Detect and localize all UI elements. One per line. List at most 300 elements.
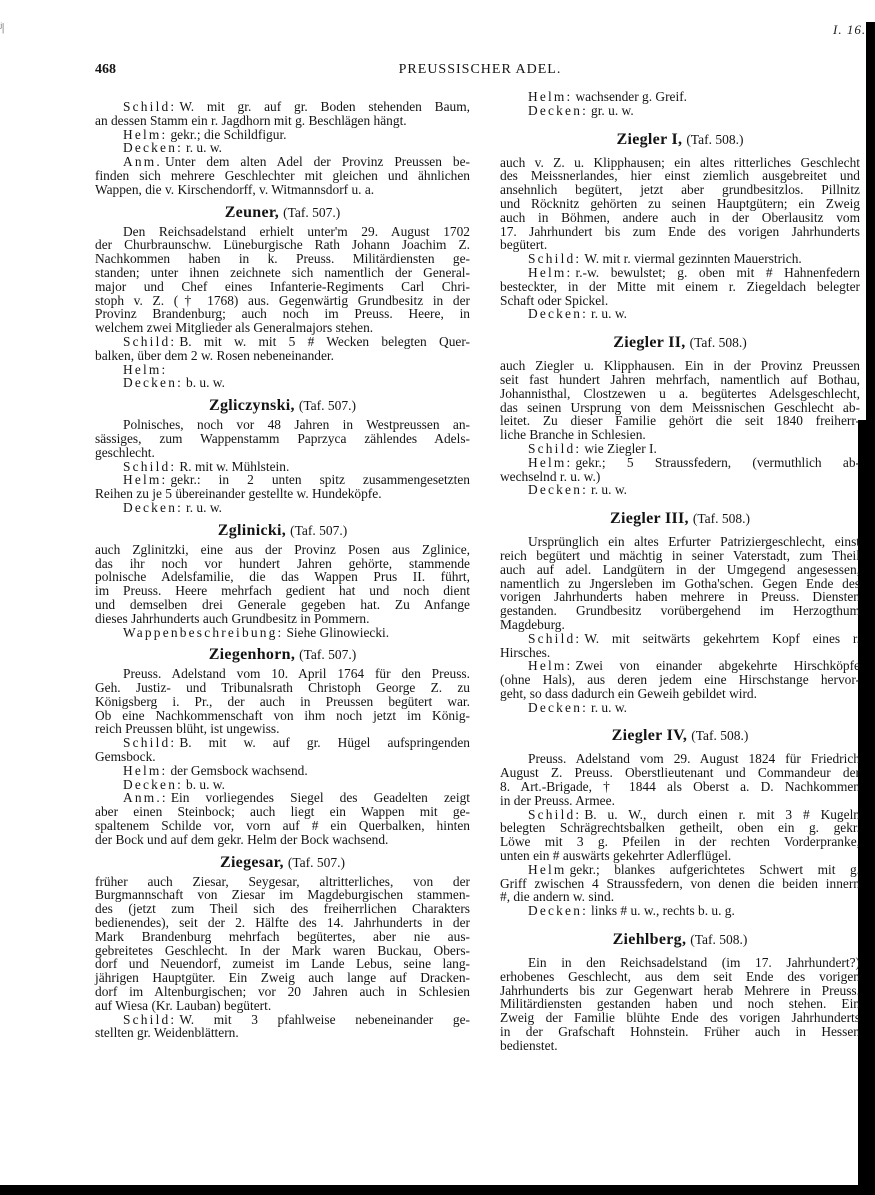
text-line: [500, 780, 860, 794]
text-line: [500, 252, 860, 266]
line-text: geht, so dass dadurch ein Geweih gebildet wird.: [500, 685, 757, 701]
field-label: Decken:: [123, 375, 184, 391]
line-text: B. mit w. auf gr. Hügel aufspringenden: [179, 735, 470, 751]
line-text: Königsberg i. Pr., der auch in Preussen begütert war.: [95, 693, 470, 709]
line-text: Burgmannschaft von Ziesar im Magdeburgischen stammen-: [95, 887, 470, 903]
text-line: [500, 590, 860, 604]
entry-heading: [95, 521, 470, 541]
plate-reference: (Taf. 507.): [287, 854, 346, 870]
line-text: polnische Adelsfamilie, die das Wappen Prus II. führt,: [95, 569, 470, 585]
text-line: [500, 197, 860, 211]
line-text: Hirsches.: [500, 644, 551, 660]
text-line: [500, 238, 860, 252]
line-text: auch Zglinitzki, eine aus der Provinz Posen aus Zglinice,: [95, 541, 470, 557]
text-line: [500, 766, 860, 780]
right-column: [500, 90, 860, 1053]
line-text: reich begütert und mächtig in seiner Vaterstadt, zum Theil: [500, 547, 860, 563]
line-text: Ein vorliegendes Siegel des Geadelten zeigt: [170, 790, 470, 806]
text-line: [500, 470, 860, 484]
text-line: [95, 363, 470, 377]
paragraph: [500, 632, 860, 660]
line-text: wechselnd r. u. w.): [500, 468, 601, 484]
text-line: [95, 791, 470, 805]
line-text: Geh. Justiz- und Tribunalsrath Christoph George Z. zu: [95, 680, 470, 696]
field-label: Schild:: [528, 251, 582, 267]
text-line: [500, 997, 860, 1011]
line-text: R. mit w. Mühlstein.: [179, 458, 290, 474]
entry-name: Ziegler IV,: [611, 727, 688, 745]
line-text: jährigen Hauptgüter. Ein Zweig auch lange auf Dracken-: [95, 970, 470, 986]
field-label: Helm:: [528, 264, 573, 280]
text-line: [500, 225, 860, 239]
paragraph: [500, 956, 860, 1053]
entry-heading: [95, 853, 470, 873]
paragraph: [500, 156, 860, 253]
paragraph: [500, 456, 860, 484]
text-line: [95, 819, 470, 833]
text-line: [500, 401, 860, 415]
line-text: der Gemsbock wachsend.: [170, 762, 308, 778]
line-text: Ursprünglich ein altes Erfurter Patriziergeschlecht, einst: [528, 534, 860, 550]
line-text: dieses Jahrhunderts auch Grundbesitz in Pommern.: [95, 610, 370, 626]
paragraph: [500, 104, 860, 118]
line-text: aber einen Steinbock; auch liegt ein Wappen mit ge-: [95, 804, 470, 820]
text-line: [95, 902, 470, 916]
text-line: [500, 904, 860, 918]
paragraph: [500, 659, 860, 700]
line-text: Den Reichsadelstand erhielt unter'm 29. August 1702: [123, 223, 470, 239]
line-text: bedienstet.: [500, 1037, 558, 1053]
text-line: [95, 543, 470, 557]
text-line: [95, 681, 470, 695]
text-line: [500, 646, 860, 660]
text-line: [95, 266, 470, 280]
line-text: major und Chef eines Infanterie-Regiments Carl Chri-: [95, 278, 470, 294]
text-line: [500, 483, 860, 497]
field-label: Decken:: [528, 482, 589, 498]
field-label: Schild:: [123, 333, 177, 349]
text-line: [500, 280, 860, 294]
field-label: Helm:: [528, 658, 573, 674]
field-label: Wappenbeschreibung:: [123, 624, 284, 640]
line-text: bedienendes), seit der 2. Hälfte des 14. Jahrhunderts in der: [95, 915, 470, 931]
line-text: 17. Jahrhundert bis zum Ende des vorigen Jahrhunderts: [500, 223, 860, 239]
text-line: [95, 321, 470, 335]
line-text: der Churbraunschw. Lüneburgische Rath Johann Joachim Z.: [95, 237, 470, 253]
paragraph: [500, 266, 860, 307]
plate-reference: (Taf. 508.): [692, 511, 751, 527]
text-line: [500, 307, 860, 321]
paragraph: [500, 442, 860, 456]
paragraph: [95, 736, 470, 764]
line-text: das seinen Ursprung von dem Meissnischen Geschlecht ab-: [500, 399, 860, 415]
line-text: gestanden. Grundbesitz vorübergehend im Herzogthum: [500, 603, 860, 619]
entry-name: Ziegler II,: [613, 334, 686, 352]
paragraph: [95, 141, 470, 155]
line-text: belegten Schrägrechtsbalken getheilt, oben ein g. gekr.: [500, 820, 860, 836]
line-text: B. mit w. mit 5 # Wecken belegten Quer-: [179, 333, 470, 349]
running-head: PREUSSISCHER ADEL.: [398, 62, 562, 77]
paragraph: [95, 155, 470, 196]
text-line: [500, 673, 860, 687]
text-line: [95, 252, 470, 266]
paragraph: [500, 90, 860, 104]
text-line: [95, 294, 470, 308]
text-line: [95, 432, 470, 446]
line-text: an dessen Stamm ein r. Jagdhorn mit g. Beschlägen hängt.: [95, 112, 407, 128]
entry-heading: [500, 726, 860, 746]
line-text: auch auf adel. Landgütern in der Umgegend angesessen,: [500, 561, 860, 577]
text-line: [95, 999, 470, 1013]
paragraph: [95, 1013, 470, 1041]
text-line: [500, 183, 860, 197]
line-text: auf Wiesa (Kr. Lauban) begütert.: [95, 997, 272, 1013]
line-text: auch in Böhmen, andere auch in der Oberlausitz vom: [500, 209, 860, 225]
text-line: [95, 626, 470, 640]
paragraph: [500, 535, 860, 632]
paragraph: [95, 418, 470, 459]
text-line: [500, 359, 860, 373]
text-line: [500, 659, 860, 673]
text-line: [95, 750, 470, 764]
text-line: [95, 1013, 470, 1027]
text-line: [95, 114, 470, 128]
line-text: und demselben drei Generale gegeben hat. Zu Anfange: [95, 596, 470, 612]
paragraph: [500, 483, 860, 497]
text-line: [500, 618, 860, 632]
paragraph: [95, 100, 470, 128]
line-text: finden sich mehrere Geschlechter mit gleichen und ähnlichen: [95, 167, 470, 183]
text-line: [500, 373, 860, 387]
field-label: Decken:: [123, 776, 184, 792]
field-label: Helm: [528, 861, 567, 877]
line-text: r. u. w.: [591, 699, 627, 715]
line-text: B. u. W., durch einen r. mit 3 # Kugeln: [584, 806, 860, 822]
line-text: W. mit gr. auf gr. Boden stehenden Baum,: [179, 99, 470, 114]
text-line: [500, 687, 860, 701]
line-text: gekr.: in 2 unten spitz zusammengesetzten: [170, 472, 470, 488]
scan-edge-bottom: [0, 1185, 875, 1195]
field-label: Schild:: [123, 99, 177, 114]
line-text: seit fast hundert Jahren mehrfach, namentlich auf Bothau,: [500, 371, 860, 387]
plate-reference: (Taf. 507.): [298, 398, 356, 414]
text-line: [95, 888, 470, 902]
text-line: [95, 349, 470, 363]
field-label: Helm:: [123, 361, 168, 377]
text-line: [95, 764, 470, 778]
line-text: Johannisthal, Clostzewen u a. begütertes Adelsgeschlecht,: [500, 385, 860, 401]
paragraph: [500, 252, 860, 266]
text-line: [95, 709, 470, 723]
line-text: Siehe Glinowiecki.: [286, 624, 390, 640]
entry-name: Ziehlberg,: [612, 931, 687, 949]
text-line: [500, 1011, 860, 1025]
line-text: W. mit r. viermal gezinnten Mauerstrich.: [584, 251, 802, 267]
line-text: in der Preuss. Armee.: [500, 792, 615, 808]
line-text: W. mit seitwärts gekehrtem Kopf eines r.: [584, 630, 860, 646]
text-line: [95, 280, 470, 294]
text-line: [95, 584, 470, 598]
text-line: [95, 805, 470, 819]
line-text: namentlich zu Jngersleben im Gotha'schen. Gegen Ende des: [500, 575, 860, 591]
text-line: [95, 875, 470, 889]
text-line: [500, 414, 860, 428]
plate-reference: (Taf. 508.): [686, 131, 744, 147]
line-text: Preuss. Adelstand vom 10. April 1764 für den Preuss.: [123, 666, 470, 682]
line-text: r.-w. bewulstet; g. oben mit # Hahnenfedern: [575, 264, 860, 280]
line-text: Unter dem alten Adel der Provinz Preussen be-: [164, 154, 470, 170]
paragraph: [95, 764, 470, 778]
paragraph: [95, 225, 470, 335]
text-line: [95, 460, 470, 474]
text-line: [95, 501, 470, 515]
line-text: auch Ziegler u. Klipphausen. Ein in der Provinz Preussen: [500, 358, 860, 374]
text-line: [500, 752, 860, 766]
text-line: [95, 736, 470, 750]
field-label: Schild:: [123, 735, 177, 751]
text-line: [95, 225, 470, 239]
text-line: [500, 956, 860, 970]
paragraph: [500, 752, 860, 807]
text-line: [95, 916, 470, 930]
text-line: [95, 141, 470, 155]
text-line: [95, 1026, 470, 1040]
text-line: [500, 442, 860, 456]
line-text: Schaft oder Spickel.: [500, 292, 609, 308]
line-text: (ohne Hals), aus deren jedem eine Hirschstange hervor-: [500, 672, 860, 688]
line-text: r. u. w.: [186, 499, 222, 515]
text-line: [95, 487, 470, 501]
line-text: Reihen zu je 5 übereinander gestellte w. Hundeköpfe.: [95, 486, 382, 502]
entry-name: Ziegler III,: [609, 510, 689, 528]
text-line: [95, 155, 470, 169]
line-text: Magdeburg.: [500, 616, 565, 632]
line-text: der Bock und auf dem gekr. Helm der Bock wachsend.: [95, 831, 389, 847]
text-line: [95, 667, 470, 681]
paragraph: [500, 863, 860, 904]
entry-name: Zglinicki,: [217, 521, 287, 539]
field-label: Schild:: [123, 458, 177, 474]
text-line: [500, 794, 860, 808]
line-text: stoph v. Z. († 1768) aus. Gegenwärtig Grundbesitz in der: [95, 292, 470, 308]
paragraph: [95, 626, 470, 640]
text-line: [500, 835, 860, 849]
line-text: welchem zwei Mitglieder als Generalmajors stehen.: [95, 320, 374, 336]
text-line: [95, 376, 470, 390]
line-text: Zweig der Familie blühte Ende des vorigen Jahrhunderts: [500, 1010, 860, 1026]
text-line: [500, 90, 860, 104]
line-text: Löwe mit 3 g. Pfeilen in der rechten Vorderpranke,: [500, 834, 860, 850]
entry-heading: [500, 509, 860, 529]
paragraph: [95, 791, 470, 846]
line-text: Ein in den Reichsadelstand (im 17. Jahrhundert?): [528, 955, 860, 971]
field-label: Helm:: [123, 126, 168, 142]
text-line: [500, 821, 860, 835]
line-text: links # u. w., rechts b. u. g.: [591, 903, 735, 919]
text-line: [500, 211, 860, 225]
line-text: das ihr noch vor hundert Jahren gehörte, stammende: [95, 555, 470, 571]
field-label: Anm.:: [123, 790, 168, 806]
text-line: [500, 387, 860, 401]
text-line: [95, 612, 470, 626]
text-line: [500, 266, 860, 280]
text-line: [95, 944, 470, 958]
field-label: Decken:: [528, 903, 589, 919]
line-text: 8. Art.-Brigade, † 1844 als Oberst a. D. Nachkommen: [500, 779, 860, 795]
text-line: [500, 535, 860, 549]
text-line: [500, 104, 860, 118]
text-line: [95, 100, 470, 114]
field-label: Schild:: [123, 1011, 177, 1027]
text-line: [95, 957, 470, 971]
text-line: [95, 695, 470, 709]
line-text: besteckter, in der Mitte mit einem r. Ziegeldach belegter: [500, 278, 860, 294]
line-text: Polnisches, noch vor 48 Jahren in Westpreussen an-: [123, 417, 470, 433]
left-column: [95, 100, 470, 1040]
text-line: [500, 808, 860, 822]
line-text: Jahrhunderts bis zur Gegenwart herab Mehrere in Preuss.: [500, 982, 860, 998]
text-line: [95, 833, 470, 847]
line-text: im Preuss. Heere mehrfach gedient hat und noch dient: [95, 583, 470, 599]
line-text: gekr.; 5 Straussfedern, (vermuthlich ab-: [575, 454, 860, 470]
line-text: Preuss. Adelstand vom 29. August 1824 für Friedrich: [528, 751, 860, 767]
text-line: [500, 970, 860, 984]
paragraph: [95, 128, 470, 142]
line-text: r. u. w.: [591, 306, 627, 322]
line-text: vorigen Jahrhunderts haben mehrere in Preuss. Diensten: [500, 589, 860, 605]
text-line: [95, 930, 470, 944]
text-line: [500, 1039, 860, 1053]
plate-reference: (Taf. 507.): [283, 204, 341, 220]
plate-reference: (Taf. 507.): [299, 647, 357, 663]
line-text: erhobenes Geschlecht, aus dem seit Ende des vorigen: [500, 968, 860, 984]
text-line: [500, 877, 860, 891]
plate-reference: (Taf. 508.): [689, 335, 747, 351]
field-label: Decken:: [528, 102, 589, 118]
line-text: balken, über dem 2 w. Rosen nebeneinander.: [95, 347, 334, 363]
text-line: [500, 632, 860, 646]
field-label: Helm:: [528, 454, 573, 470]
text-line: [500, 577, 860, 591]
text-line: [500, 456, 860, 470]
line-text: Gemsbock.: [95, 749, 156, 765]
text-line: [95, 557, 470, 571]
text-line: [95, 128, 470, 142]
line-text: sässiges, zum Wappenstamm Paprzyca zählendes Adels-: [95, 430, 470, 446]
paragraph: [95, 778, 470, 792]
paragraph: [500, 307, 860, 321]
field-label: Decken:: [123, 140, 184, 156]
line-text: wachsender g. Greif.: [575, 89, 688, 104]
plate-reference: (Taf. 508.): [691, 728, 749, 744]
field-label: Schild:: [528, 440, 582, 456]
line-text: des Meissnerlandes, hier einst ziemlich ausgebreitet und: [500, 168, 860, 184]
line-text: reich Preussen blüht, ist ungewiss.: [95, 721, 280, 737]
text-line: [95, 446, 470, 460]
text-line: [500, 984, 860, 998]
text-line: [95, 418, 470, 432]
line-text: gebreitetes Geschlecht. In der Mark waren Buckau, Obers-: [95, 942, 470, 958]
entry-heading: [500, 333, 860, 353]
text-line: [95, 570, 470, 584]
text-line: [95, 722, 470, 736]
field-label: Helm:: [528, 89, 573, 104]
line-text: Ob eine Nachkommenschaft von ihm noch jetzt im König-: [95, 707, 470, 723]
text-line: [500, 701, 860, 715]
plate-reference: (Taf. 507.): [290, 522, 348, 538]
line-text: Nachkommen haben in k. Preuss. Militärdiensten ge-: [95, 251, 470, 267]
line-text: stellten gr. Weidenblättern.: [95, 1025, 239, 1041]
entry-name: Ziegesar,: [219, 853, 284, 871]
entry-name: Ziegler I,: [616, 130, 683, 148]
text-line: [500, 169, 860, 183]
line-text: Militärdiensten gestanden haben und noch stehen. Ein: [500, 996, 860, 1012]
text-line: [95, 183, 470, 197]
line-text: spaltenem Schilde vor, vorn auf # ein Querbalken, hinten: [95, 818, 470, 834]
page-number: 468: [95, 62, 116, 77]
line-text: geschlecht.: [95, 444, 155, 460]
line-text: gekr.; die Schildfigur.: [170, 126, 287, 142]
text-line: [95, 778, 470, 792]
paragraph: [95, 543, 470, 626]
paragraph: [95, 335, 470, 363]
line-text: r. u. w.: [186, 140, 222, 156]
paragraph: [500, 359, 860, 442]
paragraph: [95, 460, 470, 474]
entry-heading: [500, 930, 860, 950]
text-line: [500, 428, 860, 442]
line-text: des (jetzt zum Theil sich des freiherrlichen Charakters: [95, 901, 470, 917]
paragraph: [95, 473, 470, 501]
paragraph: [500, 701, 860, 715]
field-label: Decken:: [123, 499, 184, 515]
line-text: #, die andern w. sind.: [500, 889, 615, 905]
line-text: früher auch Ziesar, Seygesar, altritterliches, von der: [95, 873, 470, 889]
scan-edge-right-shadow: [858, 420, 875, 1195]
entry-name: Zeuner,: [224, 203, 280, 221]
handwritten-margin-note: I. 16.: [833, 22, 867, 37]
line-text: Provinz Brandenburg; auch noch im Preuss. Heere, in: [95, 306, 470, 322]
field-label: Schild:: [528, 630, 582, 646]
line-text: und Röcknitz gehörten zu seinen Hauptgütern; ein Zweig: [500, 195, 860, 211]
line-text: leitet. Zu dieser Familie gehört die seit 1840 freiherr-: [500, 413, 860, 429]
text-line: [500, 849, 860, 863]
line-text: auch v. Z. u. Klipphausen; ein altes ritterliches Geschlecht: [500, 154, 860, 170]
line-text: liche Branche in Schlesien.: [500, 427, 646, 443]
line-text: dorf und Neuendorf, zumeist im Lande Lebus, seine lang-: [95, 956, 470, 972]
line-text: Mark Brandenburg mehrfach begütertes, aber nie aus-: [95, 928, 470, 944]
entry-name: Ziegenhorn,: [208, 646, 296, 664]
text-line: [500, 294, 860, 308]
line-text: gr. u. w.: [591, 102, 634, 118]
field-label: Helm:: [123, 762, 168, 778]
text-line: [500, 890, 860, 904]
line-text: b. u. w.: [186, 776, 225, 792]
field-label: Schild:: [528, 806, 582, 822]
entry-heading: [95, 203, 470, 223]
field-label: Decken:: [528, 306, 589, 322]
line-text: August Z. Preuss. Oberstlieutenant und Commandeur der: [500, 765, 860, 781]
field-label: Helm:: [123, 472, 168, 488]
text-line: [95, 985, 470, 999]
line-text: dorf im Altenburgischen; vor 20 Jahren auch in Schlesien: [95, 984, 470, 1000]
text-line: [500, 863, 860, 877]
text-line: [95, 169, 470, 183]
entry-heading: [500, 130, 860, 150]
entry-name: Zgliczynski,: [208, 397, 295, 415]
text-line: [500, 604, 860, 618]
text-line: [95, 238, 470, 252]
